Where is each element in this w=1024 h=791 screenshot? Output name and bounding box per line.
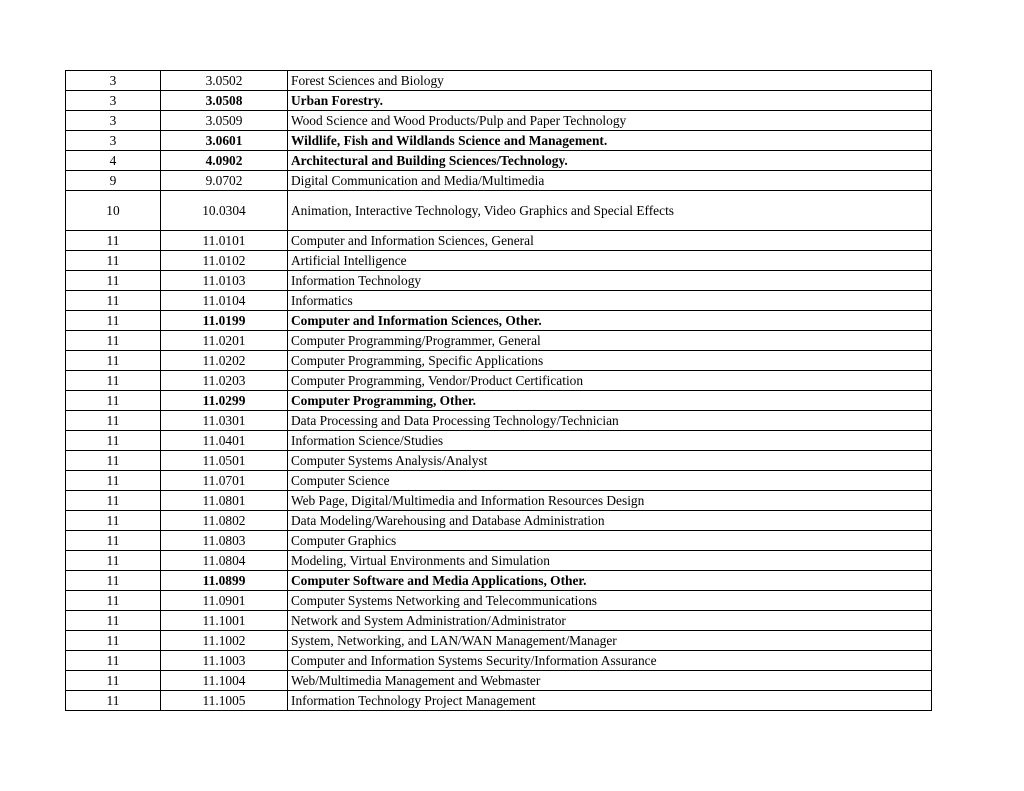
cip-code-cell: 11.0899 [161, 571, 288, 591]
cip-code-cell: 11.0804 [161, 551, 288, 571]
program-title-cell: Information Technology Project Management [288, 691, 932, 711]
cip-code-cell: 11.0299 [161, 391, 288, 411]
table-row [66, 631, 932, 651]
series-cell: 11 [66, 531, 161, 551]
table-row [66, 471, 932, 491]
table-row [66, 111, 932, 131]
program-title-cell: Computer Systems Analysis/Analyst [288, 451, 932, 471]
table-row [66, 451, 932, 471]
cip-code-cell: 11.0801 [161, 491, 288, 511]
cip-code-cell: 3.0508 [161, 91, 288, 111]
cip-table-body [66, 71, 932, 711]
cip-code-cell: 10.0304 [161, 191, 288, 231]
cip-code-cell: 11.0901 [161, 591, 288, 611]
program-title-cell: Urban Forestry. [288, 91, 932, 111]
program-title-cell: Computer Software and Media Applications, Other. [288, 571, 932, 591]
cip-code-cell: 11.0103 [161, 271, 288, 291]
cip-code-cell: 11.0401 [161, 431, 288, 451]
program-title-cell: Computer Programming, Other. [288, 391, 932, 411]
series-cell: 11 [66, 631, 161, 651]
program-title-cell: Web Page, Digital/Multimedia and Information Resources Design [288, 491, 932, 511]
table-row [66, 671, 932, 691]
program-title-cell: Wildlife, Fish and Wildlands Science and Management. [288, 131, 932, 151]
program-title-cell: Forest Sciences and Biology [288, 71, 932, 91]
table-row [66, 71, 932, 91]
cip-code-cell: 11.0201 [161, 331, 288, 351]
cip-code-cell: 11.0701 [161, 471, 288, 491]
cip-code-cell: 3.0509 [161, 111, 288, 131]
series-cell: 11 [66, 351, 161, 371]
table-row [66, 571, 932, 591]
cip-code-table [65, 70, 932, 711]
series-cell: 11 [66, 251, 161, 271]
series-cell: 11 [66, 611, 161, 631]
table-row [66, 371, 932, 391]
table-row [66, 131, 932, 151]
program-title-cell: Computer Programming, Vendor/Product Certification [288, 371, 932, 391]
table-row [66, 91, 932, 111]
series-cell: 11 [66, 411, 161, 431]
series-cell: 3 [66, 111, 161, 131]
series-cell: 3 [66, 131, 161, 151]
series-cell: 11 [66, 391, 161, 411]
series-cell: 11 [66, 491, 161, 511]
program-title-cell: Computer and Information Sciences, General [288, 231, 932, 251]
program-title-cell: Digital Communication and Media/Multimedia [288, 171, 932, 191]
cip-code-cell: 4.0902 [161, 151, 288, 171]
cip-code-cell: 11.0199 [161, 311, 288, 331]
program-title-cell: Wood Science and Wood Products/Pulp and Paper Technology [288, 111, 932, 131]
series-cell: 3 [66, 71, 161, 91]
program-title-cell: System, Networking, and LAN/WAN Management/Manager [288, 631, 932, 651]
cip-code-cell: 11.0501 [161, 451, 288, 471]
cip-code-cell: 11.0104 [161, 291, 288, 311]
table-row [66, 411, 932, 431]
cip-code-cell: 11.0101 [161, 231, 288, 251]
series-cell: 11 [66, 231, 161, 251]
cip-code-cell: 11.0802 [161, 511, 288, 531]
series-cell: 11 [66, 371, 161, 391]
table-row [66, 311, 932, 331]
table-row [66, 611, 932, 631]
series-cell: 11 [66, 471, 161, 491]
series-cell: 11 [66, 691, 161, 711]
series-cell: 11 [66, 651, 161, 671]
cip-code-cell: 11.1001 [161, 611, 288, 631]
cip-code-cell: 11.1005 [161, 691, 288, 711]
series-cell: 10 [66, 191, 161, 231]
program-title-cell: Network and System Administration/Administrator [288, 611, 932, 631]
program-title-cell: Data Processing and Data Processing Technology/Technician [288, 411, 932, 431]
series-cell: 11 [66, 571, 161, 591]
program-title-cell: Modeling, Virtual Environments and Simulation [288, 551, 932, 571]
series-cell: 11 [66, 451, 161, 471]
series-cell: 11 [66, 551, 161, 571]
series-cell: 11 [66, 671, 161, 691]
program-title-cell: Computer Programming/Programmer, General [288, 331, 932, 351]
series-cell: 11 [66, 331, 161, 351]
table-row [66, 251, 932, 271]
program-title-cell: Computer Programming, Specific Applications [288, 351, 932, 371]
program-title-cell: Animation, Interactive Technology, Video Graphics and Special Effects [288, 191, 932, 231]
table-row [66, 431, 932, 451]
cip-code-cell: 11.0203 [161, 371, 288, 391]
program-title-cell: Data Modeling/Warehousing and Database Administration [288, 511, 932, 531]
cip-code-cell: 11.1002 [161, 631, 288, 651]
table-row [66, 271, 932, 291]
series-cell: 11 [66, 431, 161, 451]
program-title-cell: Computer and Information Sciences, Other. [288, 311, 932, 331]
cip-code-cell: 11.0803 [161, 531, 288, 551]
program-title-cell: Architectural and Building Sciences/Technology. [288, 151, 932, 171]
table-row [66, 351, 932, 371]
table-row [66, 231, 932, 251]
program-title-cell: Computer Graphics [288, 531, 932, 551]
program-title-cell: Information Science/Studies [288, 431, 932, 451]
program-title-cell: Artificial Intelligence [288, 251, 932, 271]
table-row [66, 551, 932, 571]
table-row [66, 171, 932, 191]
program-title-cell: Computer and Information Systems Security/Information Assurance [288, 651, 932, 671]
cip-code-cell: 11.0202 [161, 351, 288, 371]
cip-code-cell: 3.0502 [161, 71, 288, 91]
cip-code-cell: 9.0702 [161, 171, 288, 191]
series-cell: 11 [66, 291, 161, 311]
cip-code-cell: 11.1003 [161, 651, 288, 671]
table-row [66, 511, 932, 531]
program-title-cell: Computer Science [288, 471, 932, 491]
program-title-cell: Information Technology [288, 271, 932, 291]
program-title-cell: Computer Systems Networking and Telecommunications [288, 591, 932, 611]
program-title-cell: Web/Multimedia Management and Webmaster [288, 671, 932, 691]
cip-code-cell: 3.0601 [161, 131, 288, 151]
table-row [66, 331, 932, 351]
series-cell: 11 [66, 591, 161, 611]
table-row [66, 491, 932, 511]
table-row [66, 651, 932, 671]
series-cell: 11 [66, 511, 161, 531]
table-row [66, 151, 932, 171]
table-row [66, 191, 932, 231]
cip-code-cell: 11.0102 [161, 251, 288, 271]
table-row [66, 691, 932, 711]
cip-code-cell: 11.1004 [161, 671, 288, 691]
program-title-cell: Informatics [288, 291, 932, 311]
series-cell: 9 [66, 171, 161, 191]
cip-code-cell: 11.0301 [161, 411, 288, 431]
table-row [66, 391, 932, 411]
series-cell: 11 [66, 271, 161, 291]
table-row [66, 591, 932, 611]
table-row [66, 291, 932, 311]
series-cell: 3 [66, 91, 161, 111]
table-row [66, 531, 932, 551]
series-cell: 11 [66, 311, 161, 331]
series-cell: 4 [66, 151, 161, 171]
